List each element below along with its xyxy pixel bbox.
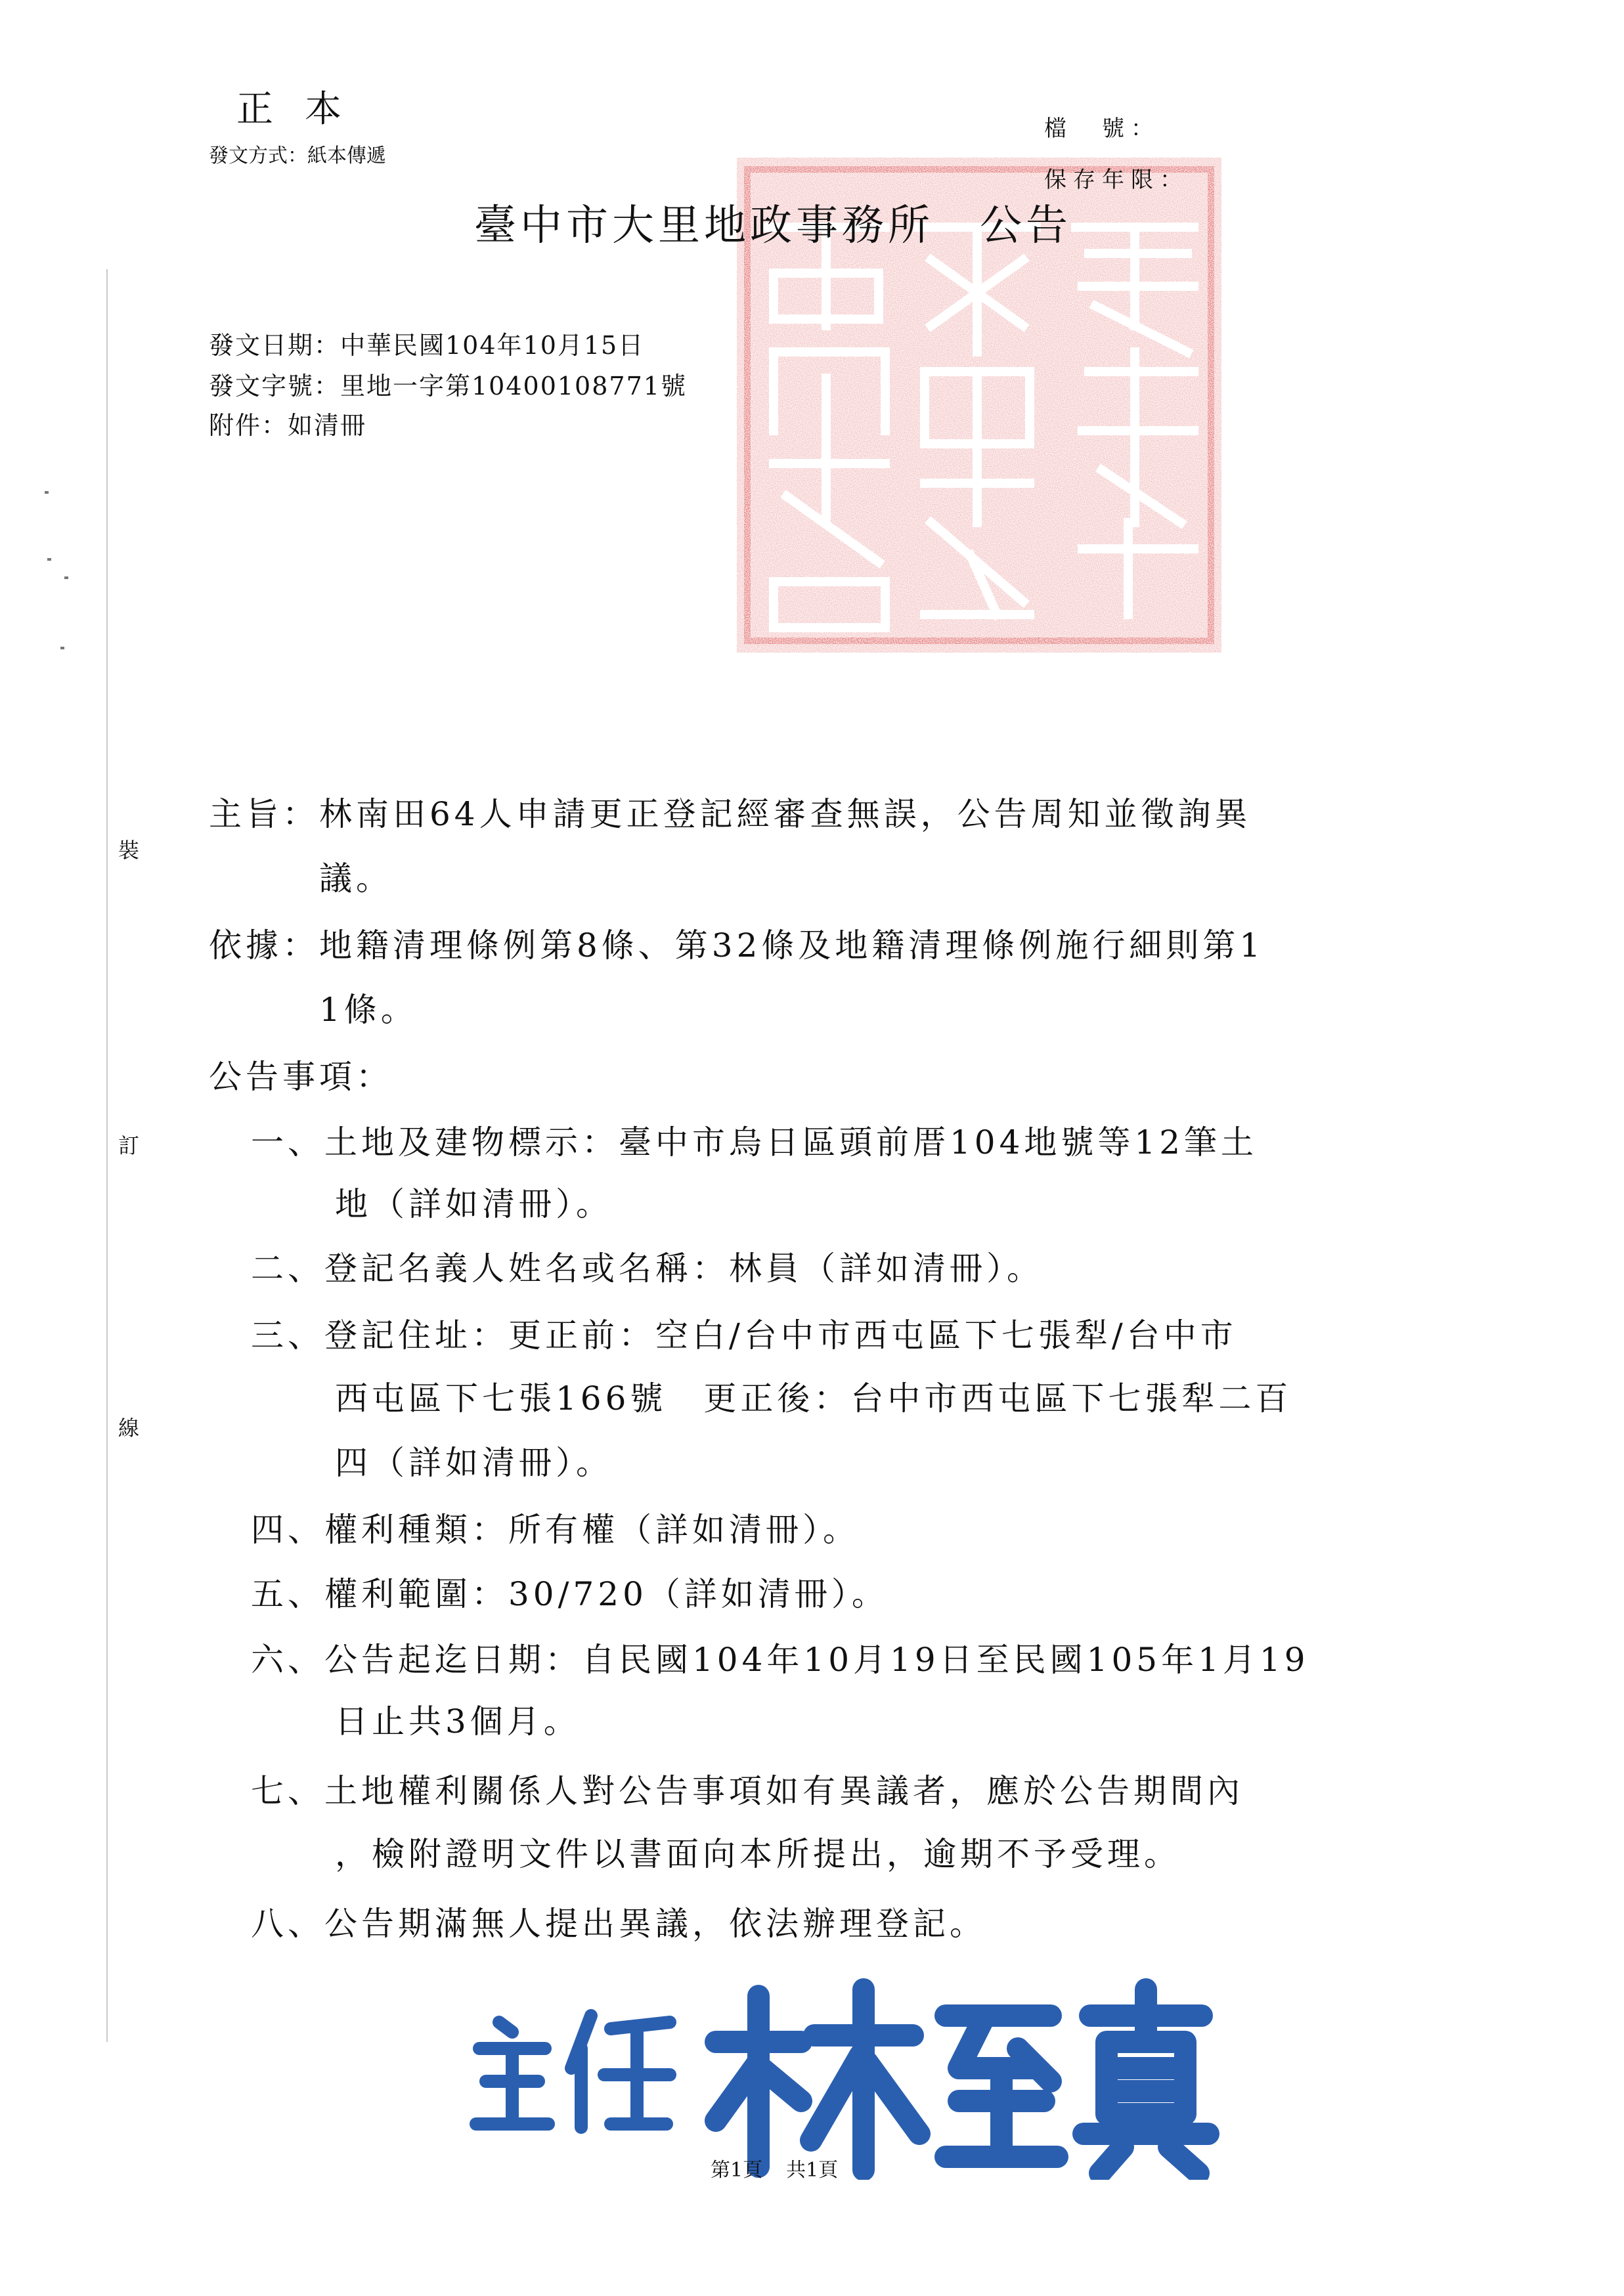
notice-item-3-line-3: 四（詳如清冊）。 bbox=[335, 1444, 613, 1482]
notice-item-1-line-1: 一、土地及建物標示：臺中市烏日區頭前厝104地號等12筆土 bbox=[251, 1123, 1258, 1161]
page-number bbox=[711, 2154, 862, 2182]
notice-item-1-line-2: 地（詳如清冊）。 bbox=[335, 1185, 613, 1223]
page-current: 第1頁 bbox=[711, 2159, 763, 2182]
notice-item-3-line-1: 三、登記住址：更正前：空白/台中市西屯區下七張犁/台中市 bbox=[251, 1316, 1237, 1354]
page-total: 共1頁 bbox=[786, 2159, 839, 2182]
subject-line-1: 主旨：林南田64人申請更正登記經審查無誤，公告周知並徵詢異 bbox=[209, 795, 1252, 833]
binding-line bbox=[106, 269, 108, 2042]
send-method: 發文方式：紙本傳遞 bbox=[209, 144, 386, 167]
director-signature-stamp bbox=[460, 1970, 1228, 2180]
retention-period-label: 保存年限： bbox=[1044, 167, 1189, 193]
scan-speck bbox=[47, 558, 51, 561]
notice-item-5: 五、權利範圍：30/720（詳如清冊）。 bbox=[251, 1575, 889, 1613]
notice-item-8: 八、公告期滿無人提出異議，依法辦理登記。 bbox=[251, 1905, 986, 1943]
basis-line-1: 依據：地籍清理條例第8條、第32條及地籍清理條例施行細則第1 bbox=[209, 926, 1265, 964]
binding-mark-zhuang: 裝 bbox=[118, 838, 140, 863]
scan-speck bbox=[64, 576, 68, 579]
scan-speck bbox=[45, 491, 49, 494]
binding-mark-xian: 線 bbox=[118, 1416, 140, 1440]
notice-item-6-line-1: 六、公告起迄日期：自民國104年10月19日至民國105年1月19 bbox=[251, 1641, 1309, 1679]
binding-mark-ding: 訂 bbox=[118, 1133, 140, 1158]
document-title: 臺中市大里地政事務所 公告 bbox=[474, 202, 1072, 250]
copy-type: 正本 bbox=[236, 88, 373, 131]
basis-line-2: 1條。 bbox=[209, 991, 418, 1029]
subject-line-2: 議。 bbox=[209, 859, 393, 898]
notice-item-3-line-2: 西屯區下七張166號 更正後：台中市西屯區下七張犁二百 bbox=[335, 1379, 1292, 1418]
archive-number-label: 檔 號： bbox=[1044, 116, 1160, 142]
notice-item-4: 四、權利種類：所有權（詳如清冊）。 bbox=[251, 1511, 860, 1549]
issue-number: 發文字號：里地一字第10400108771號 bbox=[209, 372, 687, 401]
issue-date: 發文日期：中華民國104年10月15日 bbox=[209, 331, 645, 360]
scan-speck bbox=[60, 647, 64, 649]
notice-item-2: 二、登記名義人姓名或名稱：林員（詳如清冊）。 bbox=[251, 1249, 1043, 1288]
notice-item-7-line-1: 七、土地權利關係人對公告事項如有異議者，應於公告期間內 bbox=[251, 1772, 1244, 1810]
notice-item-7-line-2: ，檢附證明文件以書面向本所提出，逾期不予受理。 bbox=[335, 1835, 1181, 1873]
notice-heading: 公告事項： bbox=[209, 1058, 393, 1096]
attachment-line: 附件：如清冊 bbox=[209, 411, 367, 440]
notice-item-6-line-2: 日止共3個月。 bbox=[335, 1702, 581, 1741]
